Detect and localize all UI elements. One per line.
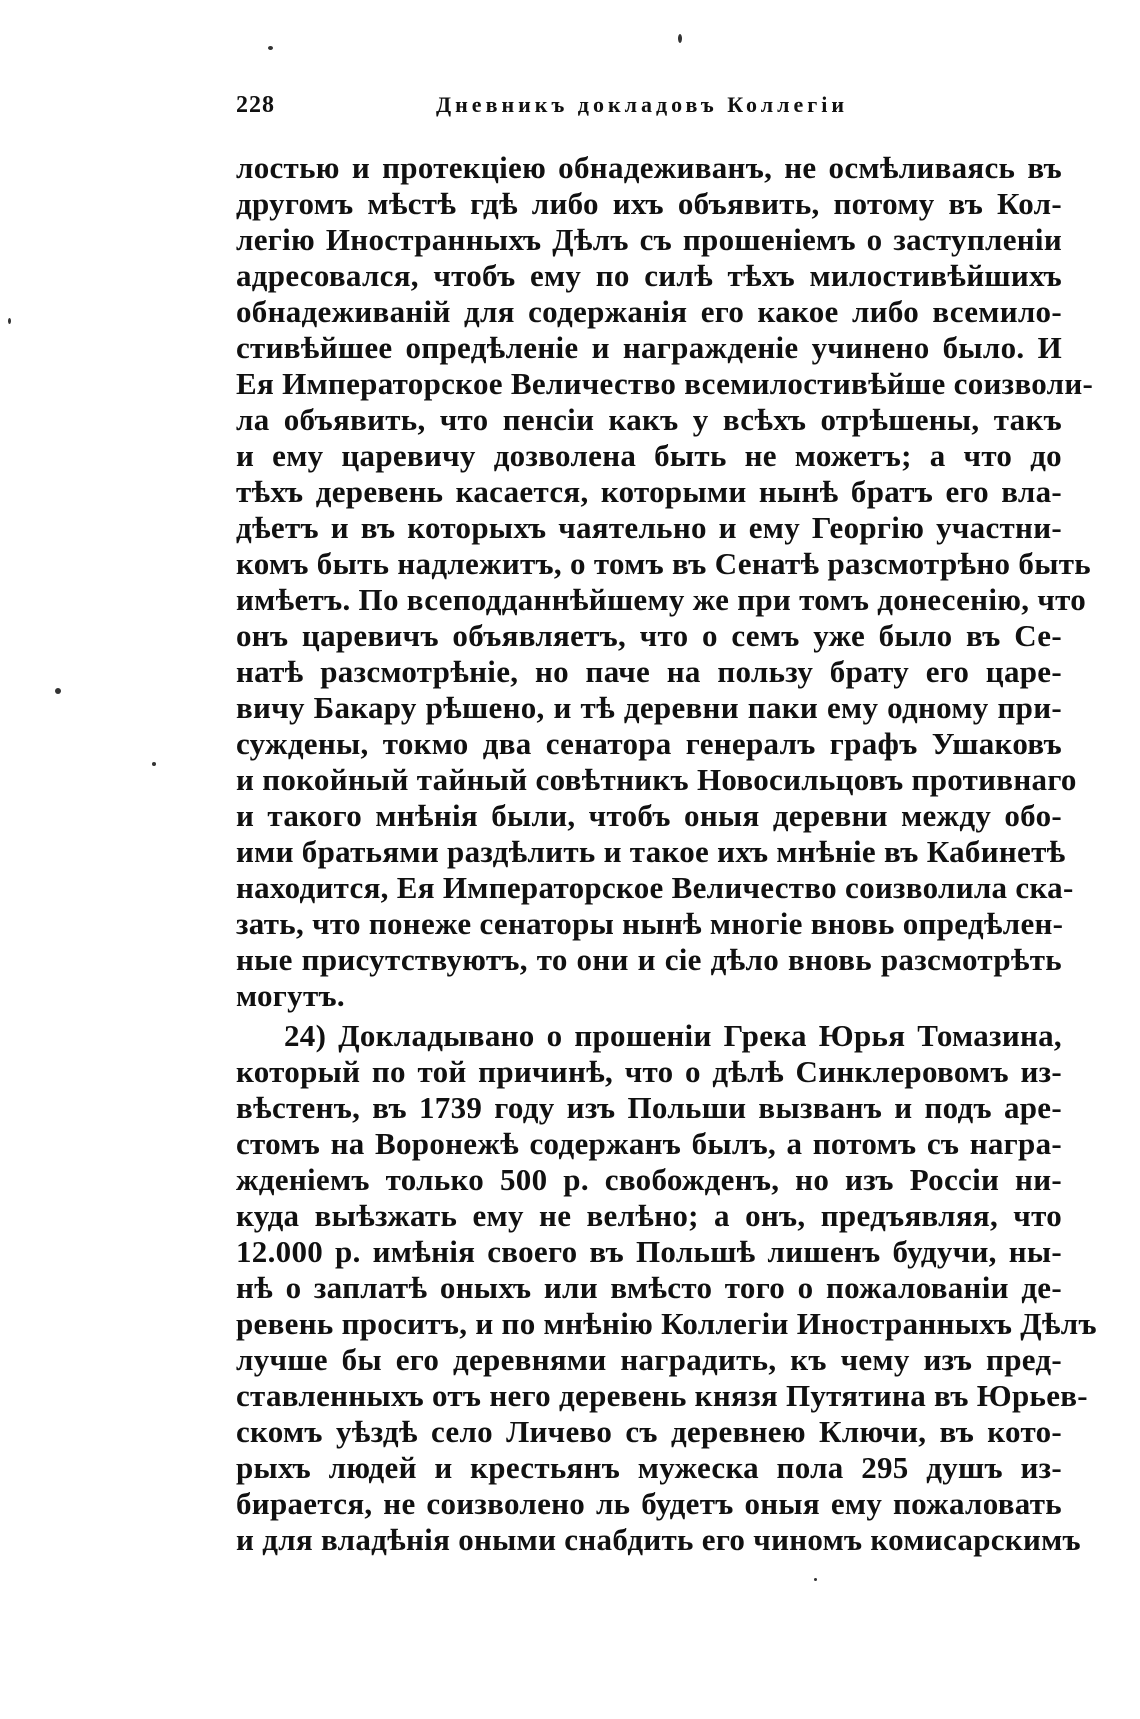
text-line: онъ царевичъ объявляетъ, что о семъ уже было въ Се- [236, 618, 1062, 653]
text-line: вичу Бакару рѣшено, и тѣ деревни паки ему одному при- [236, 690, 1062, 725]
text-line: находится, Ея Императорское Величество соизволила ска- [236, 870, 1074, 905]
text-line: жденіемъ только 500 р. свобожденъ, но изъ Россіи ни- [236, 1162, 1062, 1197]
text-line: 24) Докладывано о прошеніи Грека Юрья Томазина, [284, 1018, 1062, 1053]
text-line: обнадеживаній для содержанія его какое либо всемило- [236, 294, 1062, 329]
text-line: и такого мнѣнія были, чтобъ оныя деревни между обо- [236, 798, 1062, 833]
text-line: и ему царевичу дозволена быть не можетъ; а что до [236, 438, 1062, 473]
text-line: ставленныхъ отъ него деревень князя Путятина въ Юрьев- [236, 1378, 1088, 1413]
text-line: который по той причинѣ, что о дѣлѣ Синклеровомъ из- [236, 1054, 1062, 1089]
text-line: стивѣйшее опредѣленіе и награжденіе учинено было. И [236, 330, 1062, 365]
print-speck [152, 762, 156, 766]
text-line: ревень проситъ, и по мнѣнію Коллегіи Иностранныхъ Дѣлъ [236, 1306, 1097, 1341]
text-line: 12.000 р. имѣнія своего въ Польшѣ лишенъ будучи, ны- [236, 1234, 1062, 1269]
text-line: куда выѣзжать ему не велѣно; а онъ, предъявляя, что [236, 1198, 1062, 1233]
text-line: адресовался, чтобъ ему по силѣ тѣхъ милостивѣйшихъ [236, 258, 1062, 293]
text-line: натѣ разсмотрѣніе, но паче на пользу брату его царе- [236, 654, 1062, 689]
text-line: и покойный тайный совѣтникъ Новосильцовъ противнаго [236, 762, 1077, 797]
text-line: Ея Императорское Величество всемилостивѣйше соизволи- [236, 366, 1094, 401]
text-line: ими братьями раздѣлить и такое ихъ мнѣніе въ Кабинетѣ [236, 834, 1066, 869]
print-speck [55, 688, 61, 694]
print-speck [8, 318, 11, 324]
text-line: ла объявить, что пенсіи какъ у всѣхъ отрѣшены, такъ [236, 402, 1062, 437]
text-line: скомъ уѣздѣ село Личево съ деревнею Ключи, въ кото- [236, 1414, 1062, 1449]
text-line: бирается, не соизволено ль будетъ оныя ему пожаловать [236, 1486, 1062, 1521]
text-line: легію Иностранныхъ Дѣлъ съ прошеніемъ о заступленіи [236, 222, 1062, 257]
paragraph [236, 1018, 1097, 1558]
text-line: лостью и протекціею обнадеживанъ, не осмѣливаясь въ [236, 150, 1062, 185]
text-line: вѣстенъ, въ 1739 году изъ Польши вызванъ и подъ аре- [236, 1090, 1062, 1125]
text-line: другомъ мѣстѣ гдѣ либо ихъ объявить, потому въ Кол- [236, 186, 1062, 221]
print-speck [268, 46, 273, 50]
print-speck [678, 34, 682, 43]
text-line: рыхъ людей и крестьянъ мужеска пола 295 душъ из- [236, 1450, 1062, 1485]
page-header [236, 90, 1056, 130]
text-line: стомъ на Воронежѣ содержанъ былъ, а потомъ съ награ- [236, 1126, 1062, 1161]
text-line: могутъ. [236, 978, 345, 1013]
paragraph [236, 150, 1094, 1014]
text-line: ные присутствуютъ, то они и сіе дѣло вновь разсмотрѣть [236, 942, 1062, 977]
text-line: и для владѣнія оными снабдить его чиномъ комисарскимъ [236, 1522, 1081, 1557]
print-speck [814, 1578, 817, 1581]
text-line: нѣ о заплатѣ оныхъ или вмѣсто того о пожалованіи де- [236, 1270, 1062, 1305]
page-number: 228 [236, 92, 275, 118]
text-line: имѣетъ. По всеподданнѣйшему же при томъ донесенію, что [236, 582, 1087, 617]
text-line: суждены, токмо два сенатора генералъ графъ Ушаковъ [236, 726, 1062, 761]
text-line: лучше бы его деревнями наградить, къ чему изъ пред- [236, 1342, 1062, 1377]
text-line: зать, что понеже сенаторы нынѣ многіе вновь опредѣлен- [236, 906, 1064, 941]
running-title: Дневникъ докладовъ Коллегіи [436, 92, 848, 117]
body-text [236, 150, 1097, 1558]
text-line: комъ быть надлежитъ, о томъ въ Сенатѣ разсмотрѣно быть [236, 546, 1091, 581]
text-line: тѣхъ деревень касается, которыми нынѣ братъ его вла- [236, 474, 1062, 509]
text-line: дѣетъ и въ которыхъ чаятельно и ему Георгію участни- [236, 510, 1062, 545]
